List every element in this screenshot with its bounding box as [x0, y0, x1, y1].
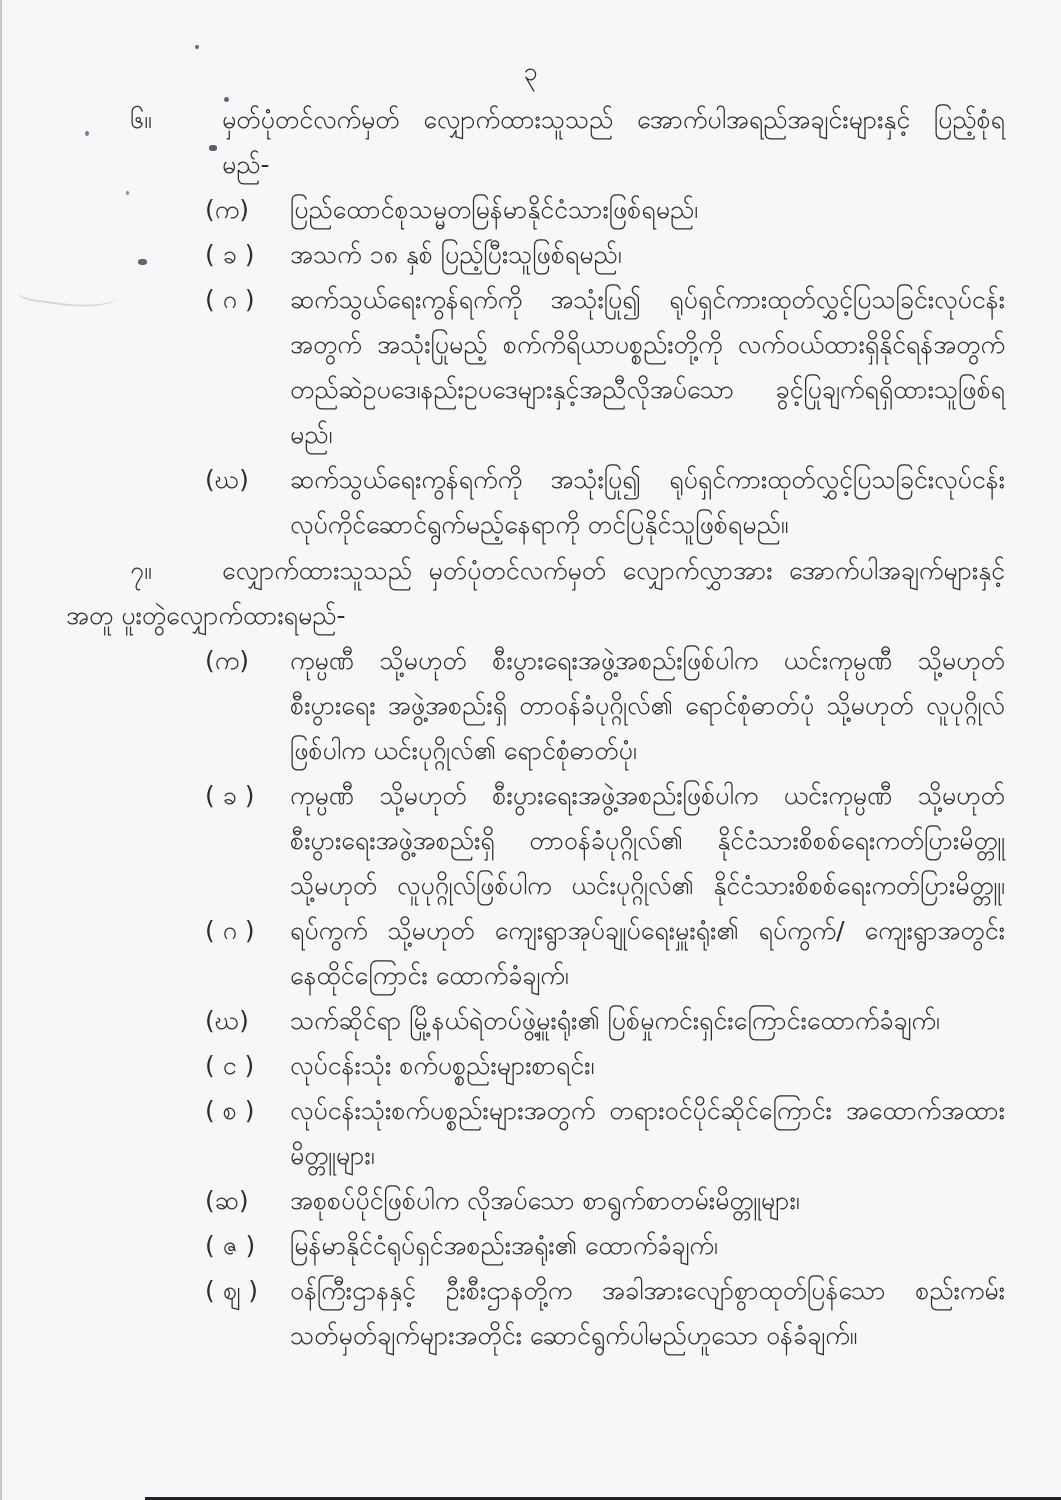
item-label: ( ဂ ): [205, 916, 255, 945]
item-line: ရပ်ကွက် သို့မဟုတ် ကျေးရွာအုပ်ချုပ်ရေးမှူးရုံး၏ ရပ်ကွက်/ ကျေးရွာအတွင်း: [290, 916, 1005, 945]
section-6: [0, 97, 1061, 547]
list-item-7-ka: [205, 638, 1005, 773]
scan-speck: [85, 131, 89, 136]
item-line: လုပ်ကိုင်ဆောင်ရွက်မည့်နေရာကို တင်ပြနိုင်သူဖြစ်ရမည်။: [290, 510, 789, 539]
document-body: [0, 97, 1061, 1358]
item-line: လုပ်ငန်းသုံး စက်ပစ္စည်းများစာရင်း၊: [290, 1051, 595, 1080]
section-7: [0, 548, 1061, 1358]
item-line: ကုမ္ပဏီ သို့မဟုတ် စီးပွားရေးအဖွဲ့အစည်းဖြစ်ပါက ယင်းကုမ္ပဏီ သို့မဟုတ်: [290, 646, 1005, 675]
section-6-number: ၆။: [130, 105, 152, 134]
item-label: (က): [205, 646, 249, 675]
scan-speck: [209, 145, 217, 151]
item-label: ( ခ ): [205, 240, 255, 269]
item-line: စီးပွားရေး အဖွဲ့အစည်းရှိ တာဝန်ခံပုဂ္ဂိုလ်၏ ရောင်စုံဓာတ်ပုံ သို့မဟုတ် လူပုဂ္ဂိုလ်: [290, 691, 1005, 720]
item-line: ဝန်ကြီးဌာနနှင့် ဦးစီးဌာနတို့က အခါအားလျော်စွာထုတ်ပြန်သော စည်းကမ်း: [290, 1276, 1005, 1305]
section-7-heading: [0, 548, 1061, 593]
item-label: ( ခ ): [205, 781, 255, 810]
item-line: ကုမ္ပဏီ သို့မဟုတ် စီးပွားရေးအဖွဲ့အစည်းဖြစ်ပါက ယင်းကုမ္ပဏီ သို့မဟုတ်: [290, 781, 1005, 810]
section-7-number: ၇။: [130, 556, 152, 585]
list-item-6-ka: [205, 187, 1005, 232]
list-item-6-ga: [205, 277, 1005, 457]
list-item-7-gha: [205, 998, 1005, 1043]
scan-speck: [195, 45, 199, 49]
item-line: သို့မဟုတ် လူပုဂ္ဂိုလ်ဖြစ်ပါက ယင်းပုဂ္ဂိုလ်၏ နိုင်ငံသားစိစစ်ရေးကတ်ပြားမိတ္တူ၊: [290, 871, 1005, 900]
item-line: နေထိုင်ကြောင်း ထောက်ခံချက်၊: [290, 961, 569, 990]
list-item-7-za: [205, 1223, 1005, 1268]
page-number: ၃: [523, 57, 538, 86]
list-item-7-kha: [205, 773, 1005, 908]
scan-speck: [126, 191, 129, 195]
list-item-6-kha: [205, 232, 1005, 277]
item-line: ပြည်ထောင်စုသမ္မတမြန်မာနိုင်ငံသားဖြစ်ရမည်၊: [290, 195, 699, 224]
item-line: အတွက် အသုံးပြုမည့် စက်ကိရိယာပစ္စည်းတို့ကို လက်ဝယ်ထားရှိနိုင်ရန်အတွက်: [290, 330, 1005, 359]
item-line: တည်ဆဲဥပဒေ၊နည်းဥပဒေများနှင့်အညီလိုအပ်သော ခွင့်ပြုချက်ရရှိထားသူဖြစ်ရမည်၊: [290, 375, 1005, 449]
item-line: ဖြစ်ပါက ယင်းပုဂ္ဂိုလ်၏ ရောင်စုံဓာတ်ပုံ၊: [290, 736, 637, 765]
scan-speck: [224, 97, 229, 102]
list-item-7-ga: [205, 908, 1005, 998]
item-label: ( ဈ ): [205, 1276, 259, 1305]
item-line: လုပ်ငန်းသုံးစက်ပစ္စည်းများအတွက် တရားဝင်ပိုင်ဆိုင်ကြောင်း အထောက်အထား: [290, 1096, 1005, 1125]
section-7-intro-continuation: အတူ ပူးတွဲလျှောက်ထားရမည်-: [66, 601, 346, 630]
scan-edge-left: [0, 0, 2, 1500]
list-item-7-sa: [205, 1088, 1005, 1178]
section-7-intro-line: လျှောက်ထားသူသည် မှတ်ပုံတင်လက်မှတ် လျှောက်လွှာအား အောက်ပါအချက်များနှင့်: [222, 556, 1005, 585]
item-label: (ဆ): [205, 1186, 249, 1215]
item-line: သတ်မှတ်ချက်များအတိုင်း ဆောင်ရွက်ပါမည်ဟူသော ဝန်ခံချက်။: [290, 1321, 858, 1350]
list-item-7-hsa: [205, 1178, 1005, 1223]
list-item-7-zha: [205, 1268, 1005, 1358]
scan-speck: [138, 259, 147, 265]
item-label: (က): [205, 195, 249, 224]
item-label: ( စ ): [205, 1096, 255, 1125]
item-line: မိတ္တူများ၊: [290, 1141, 375, 1170]
item-label: ( ဇ ): [205, 1231, 256, 1260]
section-6-heading: [0, 97, 1061, 187]
item-line: ဆက်သွယ်ရေးကွန်ရက်ကို အသုံးပြု၍ ရုပ်ရှင်ကားထုတ်လွှင့်ပြသခြင်းလုပ်ငန်း: [290, 285, 1005, 314]
list-item-6-gha: [205, 457, 1005, 547]
item-label: ( င ): [205, 1051, 255, 1080]
item-line: စီးပွားရေးအဖွဲ့အစည်းရှိ တာဝန်ခံပုဂ္ဂိုလ်၏ နိုင်ငံသားစိစစ်ရေးကတ်ပြားမိတ္တူ: [290, 826, 1005, 855]
list-item-7-nga: [205, 1043, 1005, 1088]
item-label: (ဃ): [205, 1006, 249, 1035]
item-line: အသက် ၁၈ နှစ် ပြည့်ပြီးသူဖြစ်ရမည်၊: [290, 240, 622, 269]
item-label: (ဃ): [205, 465, 249, 494]
item-line: ဆက်သွယ်ရေးကွန်ရက်ကို အသုံးပြု၍ ရုပ်ရှင်ကားထုတ်လွှင့်ပြသခြင်းလုပ်ငန်း: [290, 465, 1005, 494]
item-line: မြန်မာနိုင်ငံရုပ်ရှင်အစည်းအရုံး၏ ထောက်ခံချက်၊: [290, 1231, 718, 1260]
item-line: သက်ဆိုင်ရာ မြို့နယ်ရဲတပ်ဖွဲ့မှူးရုံး၏ ပြစ်မှုကင်းရှင်းကြောင်းထောက်ခံချက်၊: [290, 1006, 940, 1035]
section-6-intro-line: မှတ်ပုံတင်လက်မှတ် လျှောက်ထားသူသည် အောက်ပါအရည်အချင်းများနှင့် ပြည့်စုံရမည်-: [222, 105, 1005, 179]
item-line: အစုစပ်ပိုင်ဖြစ်ပါက လိုအပ်သော စာရွက်စာတမ်းမိတ္တူများ၊: [290, 1186, 800, 1215]
item-label: ( ဂ ): [205, 285, 255, 314]
